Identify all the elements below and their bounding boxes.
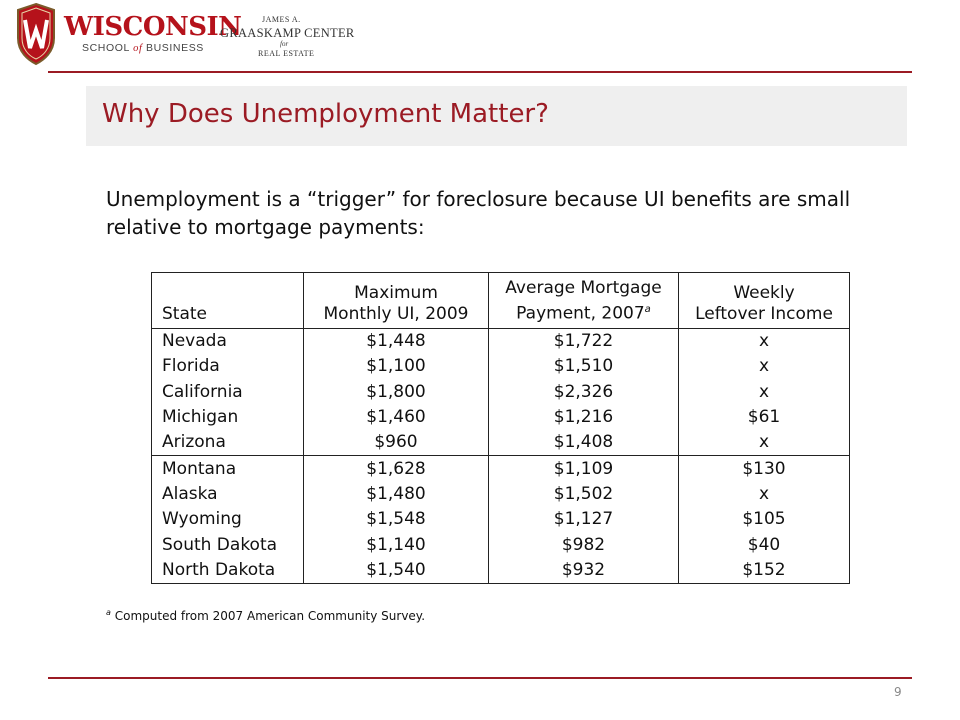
cell-leftover: x: [679, 482, 850, 507]
table-row: [152, 405, 850, 430]
cell-leftover: $130: [679, 456, 850, 482]
cell-leftover: $61: [679, 405, 850, 430]
cell-leftover: $40: [679, 532, 850, 557]
cell-mortgage: $1,510: [489, 354, 679, 379]
cell-state: Montana: [152, 456, 304, 482]
cell-leftover: $105: [679, 507, 850, 532]
cell-ui: $1,460: [304, 405, 489, 430]
graaskamp-name-line: JAMES A.: [262, 15, 301, 24]
cell-ui: $1,140: [304, 532, 489, 557]
graaskamp-for-text: for: [280, 40, 289, 48]
cell-mortgage: $2,326: [489, 380, 679, 405]
header-avg-mortgage: Average Mortgage Payment, 2007$^a$: [489, 273, 679, 329]
cell-state: California: [152, 380, 304, 405]
page-number: 9: [894, 685, 902, 699]
header-logos: [14, 2, 355, 66]
intro-text: Unemployment is a “trigger” for foreclosure because UI benefits are small relative to mortgage payments:: [106, 187, 851, 239]
table-footnote: $^a$ Computed from 2007 American Community Survey.: [106, 608, 426, 623]
table-header-row: [152, 273, 850, 329]
cell-ui: $1,100: [304, 354, 489, 379]
cell-state: Wyoming: [152, 507, 304, 532]
header-weekly-leftover: Weekly Leftover Income: [679, 273, 850, 329]
table-row: [152, 482, 850, 507]
cell-state: Michigan: [152, 405, 304, 430]
cell-ui: $1,800: [304, 380, 489, 405]
wisconsin-logo-text: WISCONSIN: [64, 12, 242, 42]
cell-ui: $1,548: [304, 507, 489, 532]
table-row: [152, 456, 850, 482]
cell-state: North Dakota: [152, 558, 304, 584]
cell-state: Nevada: [152, 329, 304, 355]
header-divider: [48, 71, 912, 73]
header-max-ui: Maximum Monthly UI, 2009: [304, 273, 489, 329]
cell-ui: $1,540: [304, 558, 489, 584]
ui-mortgage-table: [151, 272, 850, 584]
cell-mortgage: $1,109: [489, 456, 679, 482]
slide-title: Why Does Unemployment Matter?: [102, 99, 549, 129]
title-bar: [86, 86, 907, 146]
table-row: [152, 354, 850, 379]
cell-mortgage: $1,408: [489, 430, 679, 456]
cell-mortgage: $932: [489, 558, 679, 584]
cell-leftover: x: [679, 380, 850, 405]
graaskamp-real-estate-line: REAL ESTATE: [258, 49, 315, 58]
cell-ui: $1,628: [304, 456, 489, 482]
table-row: [152, 430, 850, 456]
cell-leftover: x: [679, 354, 850, 379]
cell-state: Arizona: [152, 430, 304, 456]
cell-leftover: x: [679, 329, 850, 355]
cell-mortgage: $1,722: [489, 329, 679, 355]
header-state: State: [152, 273, 304, 329]
cell-ui: $960: [304, 430, 489, 456]
school-of-business-text: SCHOOL of BUSINESS: [82, 42, 204, 54]
cell-mortgage: $1,502: [489, 482, 679, 507]
cell-leftover: $152: [679, 558, 850, 584]
cell-leftover: x: [679, 430, 850, 456]
table-row: [152, 532, 850, 557]
cell-mortgage: $982: [489, 532, 679, 557]
cell-mortgage: $1,216: [489, 405, 679, 430]
table-row: [152, 380, 850, 405]
cell-ui: $1,448: [304, 329, 489, 355]
table-row: [152, 558, 850, 584]
table-row: [152, 507, 850, 532]
table-row: [152, 329, 850, 355]
wisconsin-crest-icon: [14, 2, 58, 66]
cell-state: South Dakota: [152, 532, 304, 557]
cell-state: Alaska: [152, 482, 304, 507]
graaskamp-center-line: GRAASKAMP CENTER: [220, 26, 355, 40]
cell-state: Florida: [152, 354, 304, 379]
cell-ui: $1,480: [304, 482, 489, 507]
footer-divider: [48, 677, 912, 679]
cell-mortgage: $1,127: [489, 507, 679, 532]
